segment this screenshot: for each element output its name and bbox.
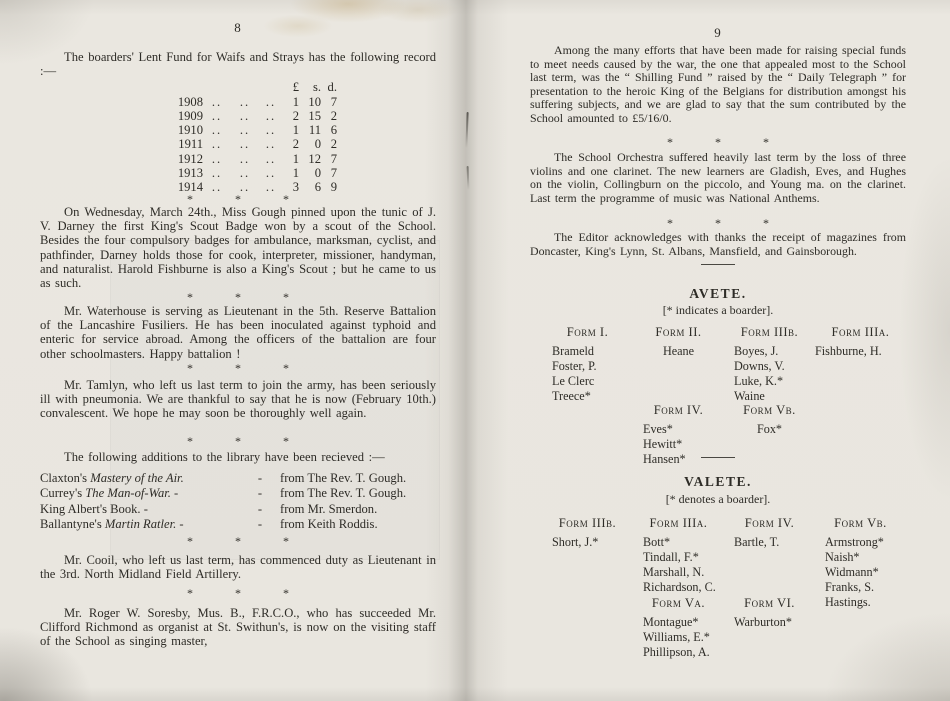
pupil-name: Richardson, C. [643,580,716,594]
spacer [231,80,259,95]
form-header: Form IV. [653,403,704,417]
col-header-pounds: £ [292,80,299,94]
tamlyn-paragraph: Mr. Tamlyn, who left us last term to join the army, has been seriously ill with pneumonia. We are thankful to say that he is now (February 10th.) convalescent. We hope he may soon be thoroughly well again. [40,378,436,421]
book-title-italic: Martin Ratler. [104,517,177,532]
book-owner: King Albert's Book. - [40,501,148,516]
asterisk: * [715,216,721,230]
leader-dots: .. [211,95,223,109]
shillings-cell: 0 [314,137,321,152]
leader-dash: - [257,517,263,532]
pounds-cell: 1 [292,165,299,180]
title-dash: - [170,486,179,501]
book-title [40,502,240,517]
form-column [542,325,633,404]
asterisk: * [763,216,769,230]
fund-table-header-row [163,80,436,95]
pupil-name: Widmann* [825,565,879,579]
list-item [40,502,436,517]
pounds-cell: 2 [292,137,299,152]
waterhouse-paragraph: Mr. Waterhouse is serving as Lieutenant in the 5th. Reserve Battalion of the Lancashire Fusiliers. He has been inoculated against typhoid and enteric for service abroad. Among the officers of the battalion are four other schoolmasters. Happy battalion ! [40,304,436,361]
pence-cell: 7 [330,165,337,180]
book-title [40,471,240,486]
leader-dots: .. [265,95,277,109]
pupil-name: Warburton* [734,615,792,629]
scout-badge-paragraph: On Wednesday, March 24th., Miss Gough pinned upon the tunic of J. V. Darney the first King's Scout Badge won by a scout of the School. Besides the four compulsory badges for ambulance, marksman, cyclist, and pathfinder, Darney holds those for cook, interpreter, missioner, handyman, and naturalist. Harold Fishburne is also a King's Scout ; but he came to us as such. [40,205,436,291]
asterisk: * [235,192,241,206]
pence-cell: 7 [330,95,337,109]
divider-rule [701,457,735,458]
leader-dots: .. [265,137,277,152]
book-donor: from Mr. Smerdon. [280,501,378,516]
pence-cell: 2 [330,109,337,124]
leader-dots: .. [211,179,223,194]
leader-dash: - [257,486,263,501]
form-header: Form Vb. [743,403,796,417]
pupil-name: Brameld [552,344,594,358]
leader-dots: .. [211,137,223,152]
shillings-cell: 0 [314,165,321,180]
leader-dots: .. [239,179,251,194]
pence-cell: 6 [330,123,337,138]
list-item [40,471,436,486]
year-cell: 1909 [177,109,203,124]
asterisk-separator [40,291,436,303]
pupil-name: Phillipson, A. [643,645,710,659]
divider-rule [701,264,735,265]
form-header: Form II. [655,325,702,339]
year-cell: 1910 [177,123,203,138]
leader-dots: .. [265,165,277,180]
leader-dots: .. [265,151,277,166]
asterisk: * [283,586,289,600]
shillings-cell: 15 [308,109,321,124]
pupil-name: Downs, V. [734,359,785,373]
book-title-italic: Mastery of the Air. [90,471,184,485]
year-cell: 1912 [177,151,203,166]
asterisk: * [283,434,289,448]
pupil-name: Treece* [552,389,591,403]
asterisk: * [235,586,241,600]
asterisk-separator [530,136,906,148]
asterisk: * [283,534,289,548]
form-header: Form IIIb. [740,325,799,339]
spacer [259,80,283,95]
form-header: Form I. [566,325,609,339]
asterisk-separator [40,587,436,599]
leader-dash: - [257,471,263,485]
form-header: Form Vb. [834,516,887,530]
asterisk: * [187,361,193,375]
pupil-name: Bartle, T. [734,535,780,549]
avete-heading: AVETE. [689,286,747,301]
shillings-cell: 6 [314,179,321,194]
shillings-cell: 10 [308,95,321,109]
book-title-italic: The Man-of-War. [85,486,171,501]
form-column [724,325,815,404]
table-row [163,95,436,109]
pounds-cell: 2 [292,109,299,124]
valete-note: [* denotes a boarder]. [665,492,771,506]
pence-cell: 9 [330,179,337,194]
lent-fund-table [40,80,436,194]
spacer [163,80,203,95]
pupil-name: Bott* [643,535,671,549]
leader-dots: .. [211,123,223,138]
lent-fund-intro-paragraph: The boarders' Lent Fund for Waifs and Strays has the following record :— [40,50,436,79]
year-cell: 1914 [177,179,203,194]
form-header: Form IIIa. [831,325,890,339]
spacer [203,80,231,95]
asterisk: * [187,192,193,206]
book-owner: Currey's [40,486,86,501]
table-row [163,123,436,137]
pupil-name: Short, J.* [552,535,599,549]
leader-dots: .. [211,109,223,124]
avete-note: [* indicates a boarder]. [662,303,774,317]
leader-dots: .. [265,109,277,124]
form-header: Form VI. [744,596,795,610]
pupil-name: Hastings. [825,595,871,609]
leader-dots: .. [239,95,251,109]
list-item [40,486,436,501]
asterisk: * [187,586,193,600]
asterisk-separator [530,217,906,229]
valete-heading: VALETE. [684,474,752,489]
pupil-name: Fishburne, H. [815,344,882,358]
pounds-cell: 1 [292,95,299,109]
pupil-name: Boyes, J. [734,344,779,358]
orchestra-paragraph: The School Orchestra suffered heavily last term by the loss of three violins and one clarinet. The new learners are Gladish, Eves, and Hughes on the violin, Collingburn on the piccolo, and Young ma. on the clarinet. Last term the programme of music was National Anthems. [530,150,906,205]
asterisk: * [187,290,193,304]
pupil-name: Armstrong* [825,535,884,549]
pence-cell: 7 [330,151,337,166]
pupil-name: Luke, K.* [734,374,784,388]
pupil-name: Eves* [643,422,673,436]
table-row [163,109,436,123]
pupil-name: Marshall, N. [643,565,705,579]
asterisk: * [283,290,289,304]
pupil-name: Naish* [825,550,860,564]
pupil-name: Williams, E.* [643,630,710,644]
pupil-name: Montague* [643,615,699,629]
pence-cell: 2 [330,137,337,152]
table-row [163,166,436,180]
form-header: Form Va. [651,596,706,610]
page-number: 8 [234,20,242,35]
asterisk: * [187,534,193,548]
shilling-fund-paragraph: Among the many efforts that have been made for raising special funds to meet needs caused by the war, the one that appealed most to the School last term, was the “ Shilling Fund ” raised by the “ Daily Telegraph ” for presentation to the heroic King of the Belgians for distribution amongst his suffering subjects, and we are glad to say that the sum contributed by the School amounted to £5/16/0. [530,43,906,125]
leader-dots: .. [265,123,277,138]
avete-forms-row-1 [530,325,906,404]
asterisk: * [283,192,289,206]
table-row [163,180,436,194]
pupil-name: Hewitt* [643,437,683,451]
leader-dots: .. [211,151,223,166]
form-column [724,596,815,660]
year-cell: 1908 [177,95,203,109]
form-header: Form IIIa. [649,516,708,530]
pupil-name: Tindall, F.* [643,550,699,564]
editor-paragraph: The Editor acknowledges with thanks the receipt of magazines from Doncaster, King's Lynn, St. Albans, Mansfield, and Gainsborough. [530,230,906,258]
col-header-shillings: s. [312,80,321,94]
asterisk: * [283,361,289,375]
leader-dots: .. [239,137,251,152]
pounds-cell: 3 [292,179,299,194]
asterisk: * [187,434,193,448]
pupil-name: Fox* [756,422,783,436]
form-column [724,403,815,467]
soresby-paragraph: Mr. Roger W. Soresby, Mus. B., F.R.C.O., who has succeeded Mr. Clifford Richmond as organist at St. Swithun's, is now on the visiting staff of the School as singing master, [40,606,436,649]
valete-forms-row-2 [530,596,906,660]
shillings-cell: 11 [308,123,321,138]
title-dash: - [176,517,184,532]
asterisk: * [763,135,769,149]
year-cell: 1911 [178,137,203,152]
asterisk: * [667,135,673,149]
leader-dots: .. [239,165,251,180]
year-cell: 1913 [177,165,203,180]
page-number: 9 [714,25,722,40]
col-header-pence: d. [327,80,337,94]
pupil-name: Foster, P. [552,359,597,373]
form-column [815,325,906,404]
asterisk: * [235,434,241,448]
form-header: Form IIIb. [558,516,617,530]
asterisk: * [715,135,721,149]
leader-dots: .. [265,179,277,194]
gutter-crease-mark [465,112,468,148]
asterisk: * [667,216,673,230]
asterisk-separator [40,535,436,547]
library-additions-list [40,471,436,533]
form-header: Form IV. [744,516,795,530]
book-owner: Claxton's [40,471,91,485]
asterisk: * [235,290,241,304]
leader-dots: .. [211,165,223,180]
form-column [633,596,724,660]
book-donor: from The Rev. T. Gough. [280,486,407,501]
pupil-name: Waine [734,389,765,403]
book-owner: Ballantyne's [40,517,105,532]
pupil-name: Hansen* [643,452,686,466]
table-row [163,152,436,166]
book-donor: from Keith Roddis. [280,517,378,532]
asterisk: * [235,534,241,548]
pounds-cell: 1 [292,123,299,138]
cooil-paragraph: Mr. Cooil, who left us last term, has commenced duty as Lieutenant in the 3rd. North Midland Field Artillery. [40,553,436,582]
leader-dash: - [257,501,263,516]
list-item [40,517,436,532]
form-column [633,325,724,404]
shillings-cell: 12 [308,151,321,166]
leader-dots: .. [239,109,251,124]
leader-dots: .. [239,151,251,166]
gutter-crease-mark [467,166,470,190]
pupil-name: Franks, S. [825,580,875,594]
asterisk: * [235,361,241,375]
asterisk-separator [40,193,436,205]
book-title [40,486,240,501]
asterisk-separator [40,435,436,447]
leader-dots: .. [239,123,251,138]
pupil-name: Le Clerc [552,374,595,388]
asterisk-separator [40,362,436,374]
table-row [163,137,436,151]
book-title [40,517,240,532]
book-donor: from The Rev. T. Gough. [280,471,407,485]
pounds-cell: 1 [292,151,299,166]
library-intro-paragraph: The following additions to the library have been recieved :— [64,450,385,464]
pupil-name: Heane [662,344,695,358]
